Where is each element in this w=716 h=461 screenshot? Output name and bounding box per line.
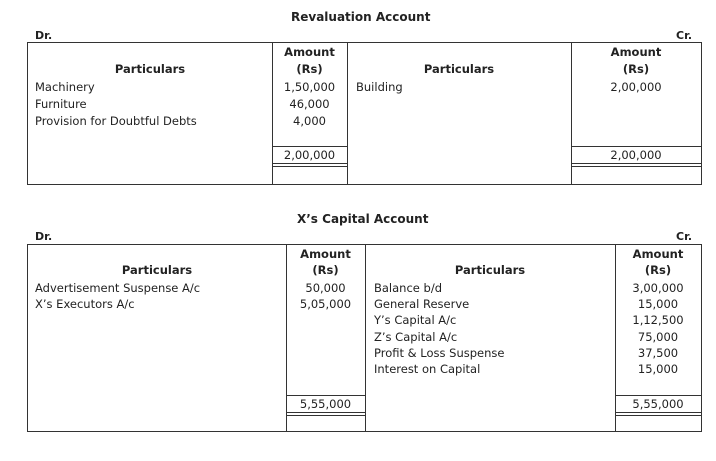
- revaluation-dr-amount-unit: (Rs): [296, 62, 323, 76]
- list-item: Furniture: [35, 97, 87, 111]
- revaluation-cr-amount-header: Amount: [610, 45, 662, 59]
- amount-value: 1,12,500: [632, 313, 684, 327]
- list-item: Provision for Doubtful Debts: [35, 114, 197, 128]
- revaluation-cr-particulars-header: Particulars: [423, 62, 495, 76]
- capital-dr-label: Dr.: [35, 230, 53, 243]
- list-item: Z’s Capital A/c: [374, 330, 458, 344]
- amount-value: 75,000: [637, 330, 679, 344]
- revaluation-credit-total: 2,00,000: [610, 148, 662, 162]
- capital-dr-amount-header: Amount: [300, 247, 351, 261]
- list-item: X’s Executors A/c: [35, 297, 135, 311]
- amount-value: 5,05,000: [299, 297, 352, 311]
- revaluation-debit-total: 2,00,000: [283, 148, 336, 162]
- list-item: Machinery: [35, 80, 95, 94]
- revaluation-cr-label: Cr.: [676, 29, 693, 42]
- list-item: General Reserve: [374, 297, 470, 311]
- amount-value: 15,000: [637, 362, 679, 376]
- list-item: Balance b/d: [374, 281, 442, 295]
- list-item: Y’s Capital A/c: [374, 313, 457, 327]
- list-item: Advertisement Suspense A/c: [35, 281, 201, 295]
- capital-title: X’s Capital Account: [297, 212, 429, 226]
- capital-cr-amount-header: Amount: [632, 247, 684, 261]
- amount-value: 37,500: [637, 346, 679, 360]
- capital-debit-total: 5,55,000: [299, 397, 352, 411]
- capital-cr-particulars-header: Particulars: [454, 263, 526, 277]
- list-item: Building: [356, 80, 403, 94]
- amount-value: 1,50,000: [283, 80, 336, 94]
- capital-credit-total: 5,55,000: [632, 397, 684, 411]
- amount-value: 4,000: [293, 114, 326, 128]
- revaluation-dr-label: Dr.: [35, 29, 53, 42]
- capital-dr-amount-unit: (Rs): [312, 263, 339, 277]
- list-item: Profit & Loss Suspense: [374, 346, 505, 360]
- amount-value: 2,00,000: [610, 80, 662, 94]
- amount-value: 15,000: [637, 297, 679, 311]
- amount-value: 46,000: [289, 97, 330, 111]
- revaluation-dr-amount-header: Amount: [284, 45, 335, 59]
- amount-value: 50,000: [305, 281, 346, 295]
- capital-cr-label: Cr.: [676, 230, 693, 243]
- list-item: Interest on Capital: [374, 362, 481, 376]
- revaluation-title: Revaluation Account: [291, 10, 431, 24]
- revaluation-dr-particulars-header: Particulars: [114, 62, 186, 76]
- capital-cr-amount-unit: (Rs): [644, 263, 672, 277]
- amount-value: 3,00,000: [632, 281, 684, 295]
- revaluation-cr-amount-unit: (Rs): [622, 62, 650, 76]
- capital-dr-particulars-header: Particulars: [121, 263, 193, 277]
